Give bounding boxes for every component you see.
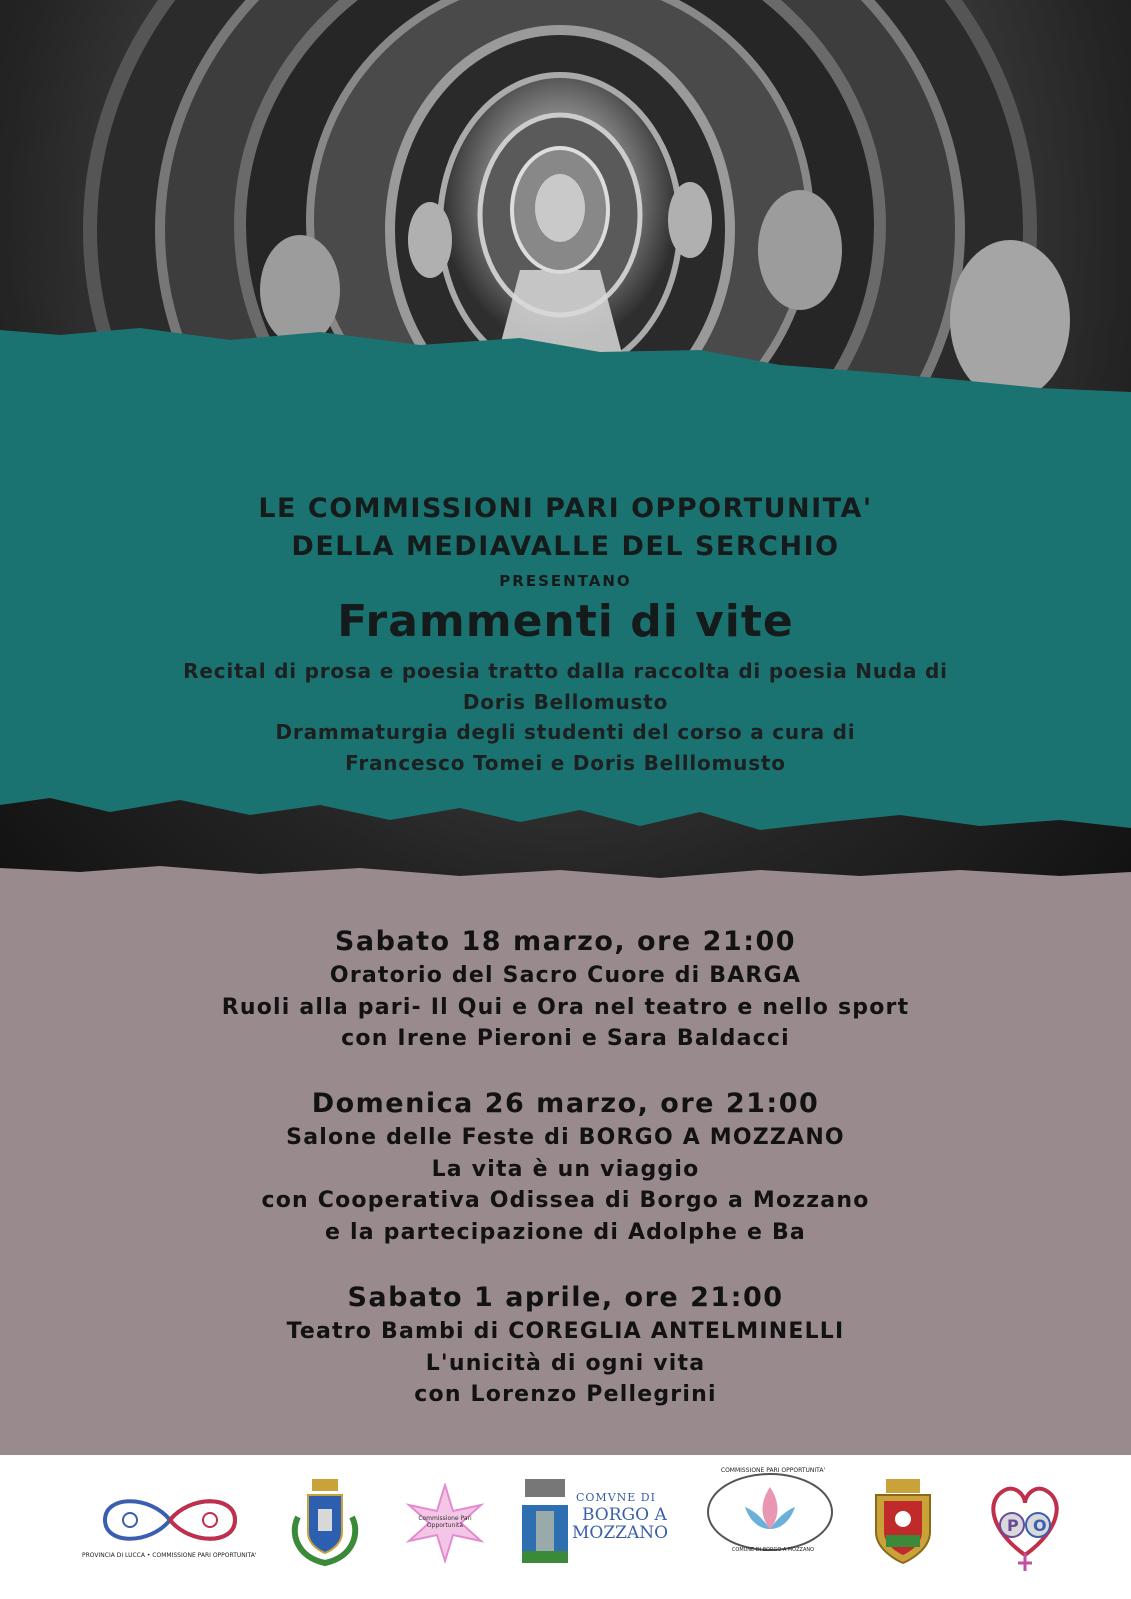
barga-crest bbox=[290, 1477, 360, 1567]
sponsor-logos bbox=[0, 1455, 1131, 1599]
borgo-line-2: BORGO A bbox=[582, 1505, 667, 1525]
crest-icon bbox=[868, 1477, 938, 1567]
cpo-star-logo bbox=[405, 1483, 485, 1563]
description-line-3: Drammaturgia degli studenti del corso a cura di bbox=[275, 720, 856, 744]
provincia-lucca-logo bbox=[82, 1495, 257, 1565]
svg-text:P: P bbox=[1007, 1516, 1019, 1535]
description-line-2: Doris Bellomusto bbox=[462, 689, 669, 714]
organizer-line-1: LE COMMISSIONI PARI OPPORTUNITA' bbox=[258, 493, 873, 524]
event-2 bbox=[0, 1086, 1131, 1248]
infinity-icon bbox=[90, 1495, 250, 1545]
event-date: Sabato 18 marzo, ore 21:00 bbox=[334, 926, 797, 957]
lotus-icon bbox=[705, 1467, 835, 1557]
event-subtitle: L'unicità di ogni vita bbox=[425, 1350, 706, 1376]
event-date: Sabato 1 aprile, ore 21:00 bbox=[347, 1282, 784, 1313]
headline-block bbox=[0, 490, 1131, 778]
organizer-line-2: DELLA MEDIAVALLE DEL SERCHIO bbox=[291, 531, 840, 562]
event-date: Domenica 26 marzo, ore 21:00 bbox=[311, 1088, 820, 1119]
borgo-line-1: COMVNE DI bbox=[576, 1491, 656, 1504]
cpo-arc-text: COMMISSIONE PARI OPPORTUNITA' bbox=[720, 1467, 826, 1474]
provincia-caption: PROVINCIA DI LUCCA • COMMISSIONE PARI OPPORTUNITA' bbox=[82, 1552, 257, 1559]
crest-icon bbox=[290, 1477, 360, 1567]
event-subtitle: Ruoli alla pari- Il Qui e Ora nel teatro e nello sport bbox=[221, 994, 910, 1020]
star-caption: Commissione Pari Opportunità bbox=[418, 1515, 472, 1529]
borgo-a-mozzano-logo bbox=[520, 1477, 680, 1577]
description-line-1: Recital di prosa e poesia tratto dalla raccolta di poesia Nuda di bbox=[183, 659, 948, 683]
events-section bbox=[0, 900, 1131, 1455]
heart-icon bbox=[980, 1475, 1070, 1575]
cpo-bottom-text: COMUNE DI BORGO A MOZZANO bbox=[731, 1547, 815, 1553]
event-venue: Salone delle Feste di BORGO A MOZZANO bbox=[286, 1125, 845, 1150]
event-performers: con Irene Pieroni e Sara Baldacci bbox=[341, 1026, 790, 1051]
event-venue: Teatro Bambi di COREGLIA ANTELMINELLI bbox=[286, 1319, 845, 1344]
event-subtitle: La vita è un viaggio bbox=[431, 1156, 700, 1182]
event-1 bbox=[0, 924, 1131, 1055]
svg-text:O: O bbox=[1033, 1516, 1047, 1535]
event-performers: con Lorenzo Pellegrini bbox=[414, 1382, 717, 1407]
pari-opportunita-heart-logo bbox=[980, 1475, 1070, 1575]
event-venue: Oratorio del Sacro Cuore di BARGA bbox=[329, 963, 802, 988]
coreglia-crest bbox=[868, 1477, 938, 1567]
tower-icon bbox=[520, 1477, 570, 1567]
event-guests: e la partecipazione di Adolphe e Ba bbox=[325, 1219, 806, 1245]
description-line-4: Francesco Tomei e Doris Belllomusto bbox=[345, 750, 786, 775]
description-block bbox=[0, 656, 1131, 778]
borgo-line-3: MOZZANO bbox=[572, 1523, 669, 1543]
show-title: Frammenti di vite bbox=[337, 596, 794, 647]
event-performers: con Cooperativa Odissea di Borgo a Mozzano bbox=[261, 1188, 870, 1213]
event-3 bbox=[0, 1280, 1131, 1411]
presentano-label: PRESENTANO bbox=[499, 572, 632, 590]
cpo-lotus-logo bbox=[705, 1467, 835, 1577]
